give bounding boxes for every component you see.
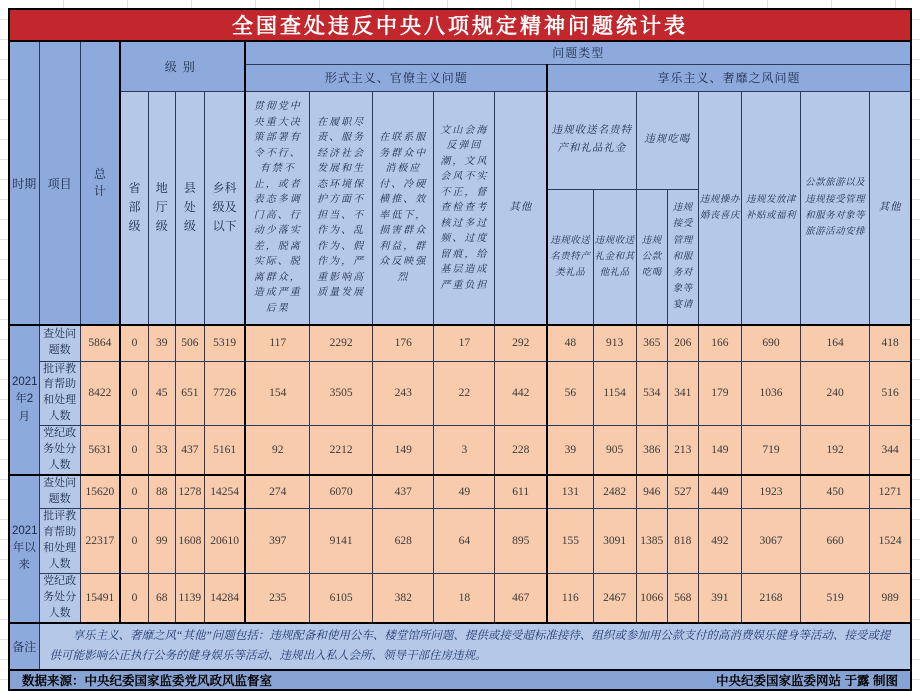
data-cell: 68 bbox=[148, 573, 175, 622]
data-cell: 690 bbox=[741, 325, 800, 361]
row-label: 党纪政务处分人数 bbox=[39, 426, 80, 475]
data-cell: 274 bbox=[245, 475, 309, 508]
data-cell: 1036 bbox=[741, 361, 800, 426]
footer-row bbox=[9, 670, 911, 690]
data-cell: 1066 bbox=[636, 573, 667, 622]
col-header-total-label: 总计 bbox=[93, 166, 106, 198]
col-header-weddings-funerals: 违规操办婚丧喜庆 bbox=[698, 91, 741, 325]
data-cell: 437 bbox=[373, 475, 434, 508]
data-cell: 0 bbox=[120, 508, 148, 573]
data-cell: 895 bbox=[495, 508, 547, 573]
data-cell: 418 bbox=[870, 325, 911, 361]
data-cell: 240 bbox=[801, 361, 870, 426]
row-label: 查处问题数 bbox=[39, 325, 80, 361]
data-cell: 64 bbox=[434, 508, 495, 573]
data-cell: 22317 bbox=[80, 508, 120, 573]
data-cell: 176 bbox=[373, 325, 434, 361]
col-header-total bbox=[80, 41, 120, 325]
data-cell: 989 bbox=[870, 573, 911, 622]
col-group-formalism: 形式主义、官僚主义问题 bbox=[245, 64, 547, 91]
data-cell: 1524 bbox=[870, 508, 911, 573]
data-cell: 467 bbox=[495, 573, 547, 622]
data-cell: 6070 bbox=[310, 475, 373, 508]
data-cell: 131 bbox=[547, 475, 593, 508]
col-header-hedonism-other: 其他 bbox=[870, 91, 911, 325]
footer-bar bbox=[9, 670, 911, 690]
data-cell: 0 bbox=[120, 325, 148, 361]
data-cell: 88 bbox=[148, 475, 175, 508]
data-cell: 15491 bbox=[80, 573, 120, 622]
data-row bbox=[9, 325, 911, 361]
header-row-3 bbox=[9, 91, 911, 189]
col-header-level-township: 乡科级及以下 bbox=[204, 91, 245, 325]
data-row bbox=[9, 573, 911, 622]
data-cell: 15620 bbox=[80, 475, 120, 508]
data-cell: 228 bbox=[495, 426, 547, 475]
row-label: 批评教育帮助和处理人数 bbox=[39, 361, 80, 426]
data-cell: 14254 bbox=[204, 475, 245, 508]
data-cell: 154 bbox=[245, 361, 309, 426]
col-header-formalism-meetings: 文山会海反弹回潮，文风会风不实不正，督查检查考核过多过频、过度留痕，给基层造成严重负担 bbox=[434, 91, 495, 325]
data-cell: 365 bbox=[636, 325, 667, 361]
note-text: 享乐主义、奢靡之风“其他”问题包括：违规配备和使用公车、楼堂馆所问题、提供或接受超标准接待、组织或参加用公款支付的高消费娱乐健身等活动、接受或提供可能影响公正执行公务的健身娱乐等活动、违规出入私人会所、领导干部住房违规。 bbox=[39, 623, 911, 670]
data-cell: 149 bbox=[373, 426, 434, 475]
data-cell: 516 bbox=[870, 361, 911, 426]
data-cell: 2482 bbox=[593, 475, 636, 508]
data-cell: 1139 bbox=[175, 573, 204, 622]
data-cell: 651 bbox=[175, 361, 204, 426]
data-cell: 3067 bbox=[741, 508, 800, 573]
data-cell: 391 bbox=[698, 573, 741, 622]
data-cell: 519 bbox=[801, 573, 870, 622]
col-header-formalism-masses: 在联系服务群众中消极应付、冷硬横推、效率低下，损害群众利益，群众反映强烈 bbox=[373, 91, 434, 325]
data-cell: 18 bbox=[434, 573, 495, 622]
title-row bbox=[9, 9, 911, 41]
data-cell: 0 bbox=[120, 573, 148, 622]
data-cell: 5864 bbox=[80, 325, 120, 361]
col-group-gifts: 违规收送名贵特产和礼品礼金 bbox=[547, 91, 636, 189]
col-header-item: 项目 bbox=[39, 41, 80, 325]
data-cell: 527 bbox=[667, 475, 698, 508]
data-cell: 946 bbox=[636, 475, 667, 508]
data-section bbox=[9, 325, 911, 623]
row-label: 党纪政务处分人数 bbox=[39, 573, 80, 622]
data-cell: 628 bbox=[373, 508, 434, 573]
data-cell: 149 bbox=[698, 426, 741, 475]
data-cell: 386 bbox=[636, 426, 667, 475]
data-cell: 5161 bbox=[204, 426, 245, 475]
header-section bbox=[9, 9, 911, 325]
col-group-level: 级别 bbox=[120, 41, 245, 91]
data-cell: 45 bbox=[148, 361, 175, 426]
data-cell: 437 bbox=[175, 426, 204, 475]
data-row bbox=[9, 426, 911, 475]
data-cell: 48 bbox=[547, 325, 593, 361]
credit-label: 中央纪委国家监委网站 于露 制图 bbox=[716, 673, 898, 688]
col-header-allowances: 违规发放津补贴或福利 bbox=[741, 91, 800, 325]
col-header-formalism-other: 其他 bbox=[495, 91, 547, 325]
data-cell: 0 bbox=[120, 426, 148, 475]
data-cell: 17 bbox=[434, 325, 495, 361]
col-header-level-province: 省部级 bbox=[120, 91, 148, 325]
col-header-cash-gifts: 违规收送礼金和其他礼品 bbox=[593, 189, 636, 325]
data-cell: 450 bbox=[801, 475, 870, 508]
data-cell: 39 bbox=[547, 426, 593, 475]
header-row-1 bbox=[9, 41, 911, 64]
data-cell: 344 bbox=[870, 426, 911, 475]
data-cell: 33 bbox=[148, 426, 175, 475]
data-row bbox=[9, 361, 911, 426]
data-cell: 235 bbox=[245, 573, 309, 622]
data-cell: 9141 bbox=[310, 508, 373, 573]
data-cell: 5631 bbox=[80, 426, 120, 475]
data-cell: 818 bbox=[667, 508, 698, 573]
data-cell: 506 bbox=[175, 325, 204, 361]
data-cell: 192 bbox=[801, 426, 870, 475]
statistics-table bbox=[8, 8, 912, 691]
data-cell: 3091 bbox=[593, 508, 636, 573]
data-cell: 8422 bbox=[80, 361, 120, 426]
footer-section bbox=[9, 623, 911, 690]
data-cell: 3505 bbox=[310, 361, 373, 426]
data-cell: 382 bbox=[373, 573, 434, 622]
data-cell: 243 bbox=[373, 361, 434, 426]
period-cell: 2021年以来 bbox=[9, 475, 39, 622]
data-cell: 0 bbox=[120, 475, 148, 508]
page-title: 全国查处违反中央八项规定精神问题统计表 bbox=[9, 9, 911, 41]
col-header-formalism-policy: 贯彻党中央重大决策部署有令不行、有禁不止，或者表态多调门高、行动少落实差，脱离实际、脱离群众，造成严重后果 bbox=[245, 91, 309, 325]
period-cell: 2021年2月 bbox=[9, 325, 39, 475]
data-cell: 99 bbox=[148, 508, 175, 573]
data-cell: 1154 bbox=[593, 361, 636, 426]
data-cell: 6105 bbox=[310, 573, 373, 622]
col-header-public-funded-dining: 违规公款吃喝 bbox=[636, 189, 667, 325]
col-group-problem-type: 问题类型 bbox=[245, 41, 911, 64]
data-cell: 117 bbox=[245, 325, 309, 361]
data-cell: 2467 bbox=[593, 573, 636, 622]
note-row bbox=[9, 623, 911, 670]
data-cell: 3 bbox=[434, 426, 495, 475]
data-cell: 155 bbox=[547, 508, 593, 573]
data-cell: 568 bbox=[667, 573, 698, 622]
data-cell: 292 bbox=[495, 325, 547, 361]
data-cell: 449 bbox=[698, 475, 741, 508]
data-cell: 1923 bbox=[741, 475, 800, 508]
col-header-formalism-duty: 在履职尽责、服务经济社会发展和生态环境保护方面不担当、不作为、乱作为、假作为，严重影响高质量发展 bbox=[310, 91, 373, 325]
col-header-period: 时期 bbox=[9, 41, 39, 325]
col-group-hedonism: 享乐主义、奢靡之风问题 bbox=[547, 64, 911, 91]
data-cell: 116 bbox=[547, 573, 593, 622]
data-cell: 14284 bbox=[204, 573, 245, 622]
data-cell: 20610 bbox=[204, 508, 245, 573]
data-cell: 49 bbox=[434, 475, 495, 508]
note-label: 备注 bbox=[9, 623, 39, 670]
data-cell: 1278 bbox=[175, 475, 204, 508]
data-cell: 2168 bbox=[741, 573, 800, 622]
data-cell: 719 bbox=[741, 426, 800, 475]
data-cell: 7726 bbox=[204, 361, 245, 426]
data-cell: 166 bbox=[698, 325, 741, 361]
data-cell: 660 bbox=[801, 508, 870, 573]
data-cell: 0 bbox=[120, 361, 148, 426]
data-cell: 534 bbox=[636, 361, 667, 426]
data-cell: 1385 bbox=[636, 508, 667, 573]
data-cell: 56 bbox=[547, 361, 593, 426]
data-row bbox=[9, 475, 911, 508]
row-label: 查处问题数 bbox=[39, 475, 80, 508]
data-cell: 2212 bbox=[310, 426, 373, 475]
data-source-label: 数据来源：中央纪委国家监委党风政风监督室 bbox=[22, 673, 273, 688]
data-cell: 22 bbox=[434, 361, 495, 426]
data-cell: 39 bbox=[148, 325, 175, 361]
data-cell: 611 bbox=[495, 475, 547, 508]
data-cell: 397 bbox=[245, 508, 309, 573]
data-cell: 5319 bbox=[204, 325, 245, 361]
data-row bbox=[9, 508, 911, 573]
row-label: 批评教育帮助和处理人数 bbox=[39, 508, 80, 573]
col-header-banquet-invitations: 违规接受管理和服务对象等宴请 bbox=[667, 189, 698, 325]
data-cell: 206 bbox=[667, 325, 698, 361]
data-cell: 179 bbox=[698, 361, 741, 426]
col-header-level-prefecture: 地厅级 bbox=[148, 91, 175, 325]
data-cell: 164 bbox=[801, 325, 870, 361]
data-cell: 1271 bbox=[870, 475, 911, 508]
col-header-specialty-gifts: 违规收送名贵特产类礼品 bbox=[547, 189, 593, 325]
data-cell: 905 bbox=[593, 426, 636, 475]
col-header-level-county: 县处级 bbox=[175, 91, 204, 325]
data-cell: 492 bbox=[698, 508, 741, 573]
data-cell: 913 bbox=[593, 325, 636, 361]
data-cell: 213 bbox=[667, 426, 698, 475]
data-cell: 2292 bbox=[310, 325, 373, 361]
data-cell: 442 bbox=[495, 361, 547, 426]
col-group-dining: 违规吃喝 bbox=[636, 91, 698, 189]
data-cell: 92 bbox=[245, 426, 309, 475]
data-cell: 341 bbox=[667, 361, 698, 426]
col-header-public-funded-travel: 公款旅游以及违规接受管理和服务对象等旅游活动安排 bbox=[801, 91, 870, 325]
data-cell: 1608 bbox=[175, 508, 204, 573]
